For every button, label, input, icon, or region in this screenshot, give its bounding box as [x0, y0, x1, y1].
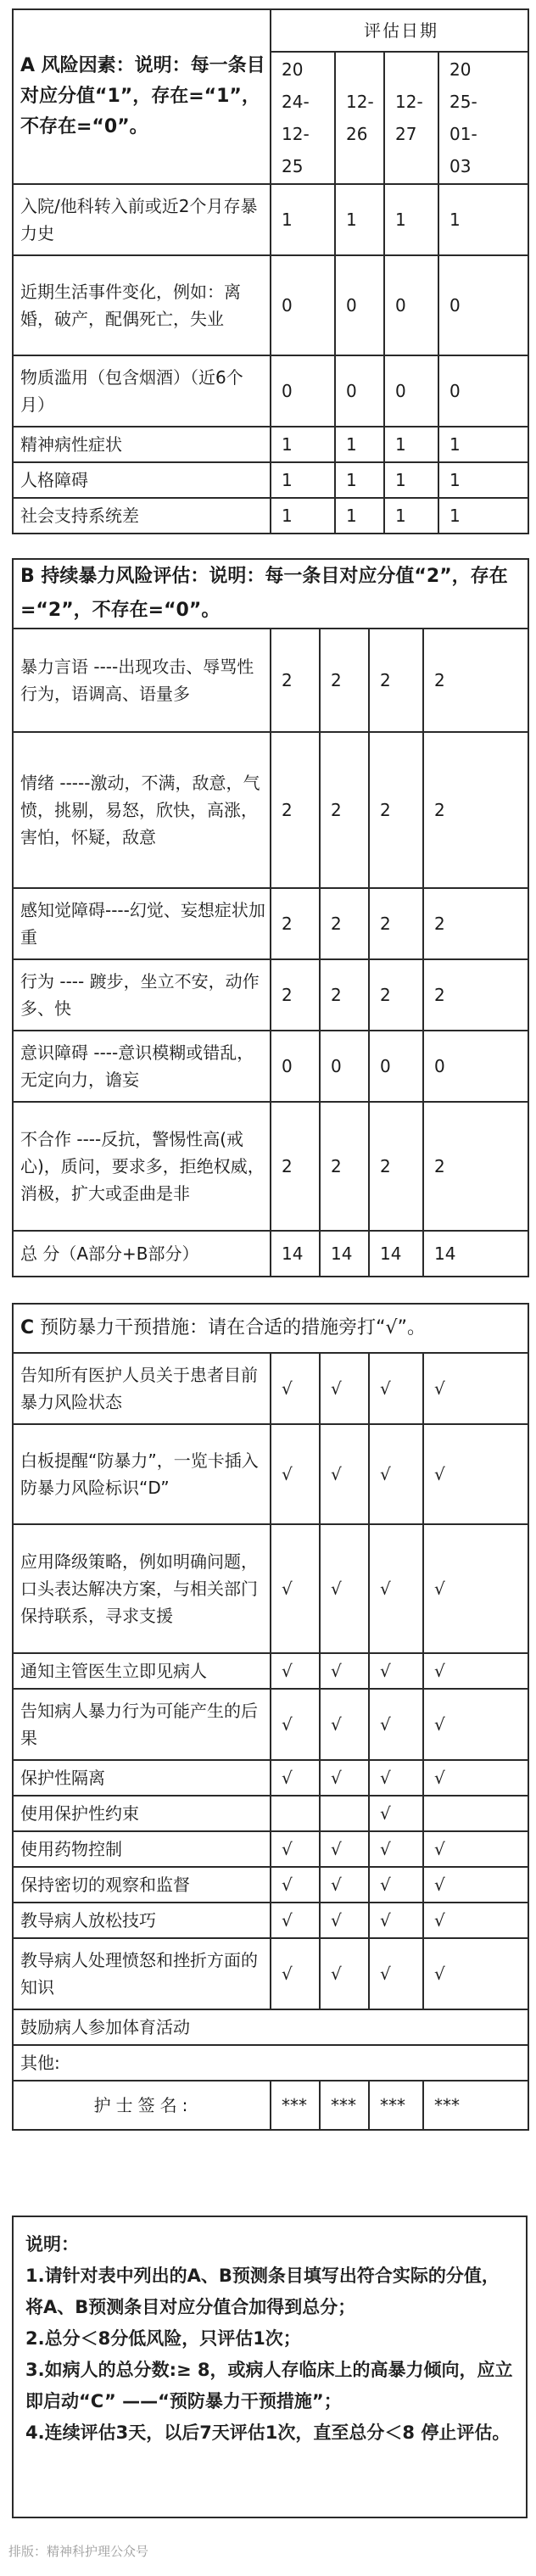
total-score: 14 [271, 1231, 320, 1277]
instructions-heading: 说明： [25, 2234, 79, 2255]
score-cell: 1 [335, 427, 384, 462]
row-label: 教导病人处理愤怒和挫折方面的知识 [13, 1938, 271, 2009]
row-label: 其他: [13, 2045, 528, 2081]
signature-cell[interactable]: *** [423, 2081, 528, 2130]
score-cell: 1 [384, 498, 438, 534]
row-label: 使用保护性约束 [13, 1796, 271, 1831]
row-label: 教导病人放松技巧 [13, 1903, 271, 1938]
check-cell[interactable]: √ [271, 1524, 320, 1653]
row-label: 应用降级策略，例如明确问题，口头表达解决方案，与相关部门保持联系，寻求支援 [13, 1524, 271, 1653]
score-cell: 1 [438, 427, 528, 462]
row-label: 保护性隔离 [13, 1760, 271, 1796]
check-cell[interactable]: √ [423, 1653, 528, 1689]
check-cell[interactable]: √ [271, 1653, 320, 1689]
score-cell: 2 [369, 629, 423, 732]
score-cell: 2 [320, 888, 369, 959]
signature-row [13, 2081, 528, 2130]
table-row [13, 1031, 528, 1102]
check-cell[interactable]: √ [320, 1424, 369, 1524]
row-label: 告知病人暴力行为可能产生的后果 [13, 1689, 271, 1760]
score-cell: 0 [384, 355, 438, 427]
score-cell: 2 [271, 1102, 320, 1231]
check-cell[interactable]: √ [271, 1353, 320, 1424]
check-cell[interactable]: √ [369, 1796, 423, 1831]
score-cell: 2 [320, 732, 369, 888]
score-cell: 2 [423, 629, 528, 732]
score-cell: 2 [320, 629, 369, 732]
score-cell: 0 [271, 355, 335, 427]
signature-cell[interactable]: *** [271, 2081, 320, 2130]
check-cell[interactable]: √ [423, 1689, 528, 1760]
check-cell[interactable]: √ [423, 1524, 528, 1653]
row-label: 告知所有医护人员关于患者目前暴力风险状态 [13, 1353, 271, 1424]
score-cell: 2 [271, 629, 320, 732]
risk-factor-table [12, 8, 529, 534]
table-row [13, 1102, 528, 1231]
score-cell: 2 [271, 732, 320, 888]
score-cell: 0 [335, 355, 384, 427]
check-cell[interactable]: √ [320, 1867, 369, 1903]
section-b-title: B 持续暴力风险评估：说明：每一条目对应分值“2”，存在=“2”，不存在=“0”。 [13, 559, 528, 629]
check-cell[interactable]: √ [271, 1903, 320, 1938]
table-row [13, 498, 528, 534]
score-cell: 1 [271, 427, 335, 462]
check-cell[interactable]: √ [423, 1831, 528, 1867]
check-cell[interactable]: √ [423, 1424, 528, 1524]
row-label: 社会支持系统差 [13, 498, 271, 534]
check-cell[interactable]: √ [423, 1867, 528, 1903]
instruction-item: 2.总分＜8分低风险，只评估1次； [25, 2328, 301, 2349]
row-label: 意识障碍 ----意识模糊或错乱，无定向力，谵妄 [13, 1031, 271, 1102]
score-cell: 1 [384, 427, 438, 462]
check-cell[interactable]: √ [423, 1903, 528, 1938]
total-score: 14 [423, 1231, 528, 1277]
intervention-table [12, 1303, 529, 2131]
check-cell[interactable]: √ [271, 1867, 320, 1903]
check-cell[interactable]: √ [320, 1353, 369, 1424]
check-cell[interactable]: √ [320, 1524, 369, 1653]
instruction-item: 1.请针对表中列出的A、B预测条目填写出符合实际的分值，将A、B预测条目对应分值合加得到总分； [25, 2266, 500, 2317]
score-cell: 1 [384, 462, 438, 498]
signature-label: 护士签名: [13, 2081, 271, 2130]
score-cell: 2 [423, 732, 528, 888]
check-cell[interactable]: √ [369, 1424, 423, 1524]
check-cell[interactable]: √ [369, 1903, 423, 1938]
check-cell[interactable]: √ [320, 1938, 369, 2009]
check-cell[interactable] [320, 1796, 369, 1831]
check-cell[interactable]: √ [369, 1760, 423, 1796]
row-label: 感知觉障碍----幻觉、妄想症状加重 [13, 888, 271, 959]
check-cell[interactable]: √ [423, 1760, 528, 1796]
check-cell[interactable]: √ [369, 1938, 423, 2009]
table-row [13, 959, 528, 1031]
table-row [13, 2009, 528, 2045]
score-cell: 1 [335, 184, 384, 255]
row-label: 人格障碍 [13, 462, 271, 498]
score-cell: 0 [423, 1031, 528, 1102]
row-label: 通知主管医生立即见病人 [13, 1653, 271, 1689]
table-row [13, 427, 528, 462]
table-row [13, 1524, 528, 1653]
row-label: 不合作 ----反抗，警惕性高(戒心)，质问，要求多，拒绝权威，消极，扩大或歪曲是非 [13, 1102, 271, 1231]
table-row [13, 1689, 528, 1760]
row-label: 近期生活事件变化，例如：离婚，破产，配偶死亡，失业 [13, 255, 271, 355]
row-label: 保持密切的观察和监督 [13, 1867, 271, 1903]
score-cell: 0 [369, 1031, 423, 1102]
date-column-2: 12- 26 [335, 52, 384, 184]
check-cell[interactable]: √ [369, 1831, 423, 1867]
row-label: 入院/他科转入前或近2个月存暴力史 [13, 184, 271, 255]
row-label: 物质滥用（包含烟酒）（近6个月） [13, 355, 271, 427]
check-cell[interactable] [271, 1796, 320, 1831]
instructions-box [12, 2216, 528, 2518]
score-cell: 2 [271, 959, 320, 1031]
check-cell[interactable]: √ [320, 1760, 369, 1796]
check-cell[interactable]: √ [369, 1867, 423, 1903]
table-row [13, 1796, 528, 1831]
score-cell: 1 [438, 462, 528, 498]
check-cell[interactable]: √ [369, 1524, 423, 1653]
table-row [13, 255, 528, 355]
check-cell[interactable]: √ [271, 1424, 320, 1524]
date-column-1: 20 24- 12- 25 [271, 52, 335, 184]
score-cell: 1 [335, 462, 384, 498]
score-cell: 2 [320, 959, 369, 1031]
score-cell: 2 [369, 888, 423, 959]
table-row [13, 1353, 528, 1424]
score-cell: 2 [423, 888, 528, 959]
signature-cell[interactable]: *** [320, 2081, 369, 2130]
score-cell: 2 [369, 1102, 423, 1231]
violence-risk-table [12, 558, 529, 1277]
row-label: 情绪 -----激动，不满，敌意，气愤，挑剔，易怒，欣快，高涨，害怕，怀疑，敌意 [13, 732, 271, 888]
table-row [13, 1424, 528, 1524]
date-column-4: 20 25- 01- 03 [438, 52, 528, 184]
layout-credit: 排版：精神科护理公众号 [8, 2544, 149, 2559]
total-row [13, 1231, 528, 1277]
score-cell: 2 [369, 959, 423, 1031]
score-cell: 1 [438, 184, 528, 255]
score-cell: 1 [335, 498, 384, 534]
score-cell: 0 [271, 1031, 320, 1102]
score-cell: 0 [384, 255, 438, 355]
signature-cell[interactable]: *** [369, 2081, 423, 2130]
row-label: 鼓励病人参加体育活动 [13, 2009, 528, 2045]
score-cell: 1 [271, 498, 335, 534]
row-label: 暴力言语 ----出现攻击、辱骂性行为，语调高、语量多 [13, 629, 271, 732]
score-cell: 0 [271, 255, 335, 355]
check-cell[interactable]: √ [320, 1831, 369, 1867]
check-cell[interactable]: √ [423, 1938, 528, 2009]
row-label: 白板提醒“防暴力”，一览卡插入防暴力风险标识“D” [13, 1424, 271, 1524]
table-row [13, 1653, 528, 1689]
check-cell[interactable]: √ [320, 1653, 369, 1689]
table-row [13, 1867, 528, 1903]
score-cell: 2 [423, 959, 528, 1031]
check-cell[interactable]: √ [369, 1653, 423, 1689]
score-cell: 0 [438, 355, 528, 427]
table-row [13, 184, 528, 255]
check-cell[interactable]: √ [271, 1689, 320, 1760]
score-cell: 2 [423, 1102, 528, 1231]
table-row [13, 629, 528, 732]
check-cell[interactable]: √ [271, 1938, 320, 2009]
table-row [13, 1760, 528, 1796]
date-column-3: 12- 27 [384, 52, 438, 184]
section-c-title: C 预防暴力干预措施：请在合适的措施旁打“√”。 [13, 1304, 528, 1353]
check-cell[interactable] [423, 1796, 528, 1831]
table-row [13, 1831, 528, 1867]
check-cell[interactable]: √ [369, 1689, 423, 1760]
table-row [13, 462, 528, 498]
total-score: 14 [369, 1231, 423, 1277]
check-cell[interactable]: √ [320, 1689, 369, 1760]
check-cell[interactable]: √ [271, 1831, 320, 1867]
score-cell: 1 [271, 462, 335, 498]
score-cell: 1 [271, 184, 335, 255]
row-label: 行为 ---- 踱步，坐立不安，动作多、快 [13, 959, 271, 1031]
total-score: 14 [320, 1231, 369, 1277]
table-row [13, 2045, 528, 2081]
instruction-item: 4.连续评估3天，以后7天评估1次，直至总分＜8 停止评估。 [25, 2422, 511, 2443]
table-row [13, 355, 528, 427]
row-label: 使用药物控制 [13, 1831, 271, 1867]
row-label: 精神病性症状 [13, 427, 271, 462]
table-row [13, 888, 528, 959]
assessment-date-label: 评估日期 [271, 9, 528, 52]
table-row [13, 1938, 528, 2009]
check-cell[interactable]: √ [271, 1760, 320, 1796]
check-cell[interactable]: √ [369, 1353, 423, 1424]
score-cell: 0 [320, 1031, 369, 1102]
score-cell: 2 [271, 888, 320, 959]
score-cell: 0 [438, 255, 528, 355]
total-label: 总 分（A部分+B部分） [13, 1231, 271, 1277]
score-cell: 1 [384, 184, 438, 255]
table-row [13, 1903, 528, 1938]
table-row [13, 732, 528, 888]
score-cell: 2 [369, 732, 423, 888]
score-cell: 1 [438, 498, 528, 534]
check-cell[interactable]: √ [423, 1353, 528, 1424]
score-cell: 0 [335, 255, 384, 355]
instruction-item: 3.如病人的总分数:≥ 8，或病人存临床上的高暴力倾向，应立即启动“C” ——“预防暴力干预措施”； [25, 2360, 513, 2411]
score-cell: 2 [320, 1102, 369, 1231]
check-cell[interactable]: √ [320, 1903, 369, 1938]
section-a-title: A 风险因素：说明：每一条目对应分值“1”，存在=“1”，不存在=“0”。 [13, 9, 271, 184]
